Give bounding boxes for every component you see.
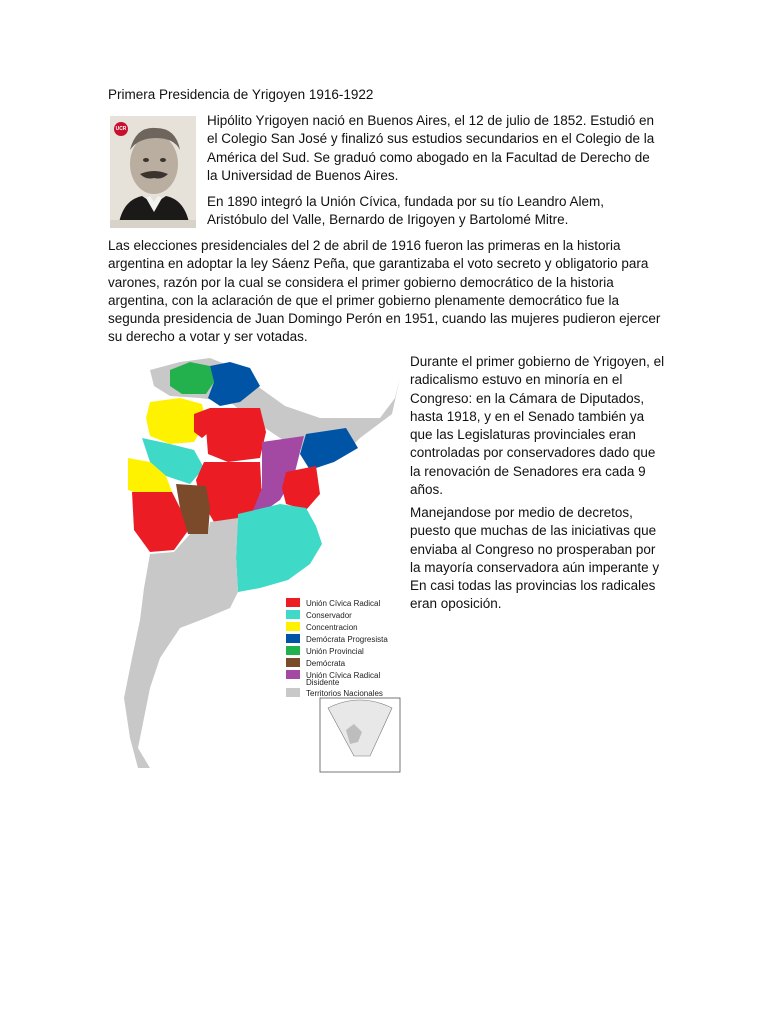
paragraph-elections: Las elecciones presidenciales del 2 de abril de 1916 fueron las primeras en la historia argentina en adoptar la ley Sáenz Peña, que garantizaba el voto secreto y obligatorio para varones, razón por la cual se considera el primer gobierno democrático de la historia argentina, con la aclaración de que el primer gobierno plenamente democrático fue la segunda presidencia de Juan Domingo Perón en 1951, cuando las mujeres pudieron ejercer su derecho a votar y ser votadas. (108, 238, 661, 345)
legend-item (286, 598, 380, 608)
legend-swatch (286, 634, 300, 643)
legend-label-line2: Disidente (306, 678, 340, 687)
legend-swatch (286, 658, 300, 667)
legend-swatch (286, 610, 300, 619)
legend-swatch (286, 598, 300, 607)
ucr-badge: UCR (114, 122, 128, 136)
page-title: Primera Presidencia de Yrigoyen 1916-1922 (108, 87, 374, 102)
legend-item (286, 646, 364, 656)
legend-swatch (286, 622, 300, 631)
paragraph-biography: Hipólito Yrigoyen nació en Buenos Aires, el 12 de julio de 1852. Estudió en el Colegio San José y finalizó sus estudios secundarios en el Colegio de la América del Sud. Se graduó como abogado en la Facultad de Derecho de la Universidad de Buenos Aires. (207, 113, 655, 183)
region-buenos-aires (236, 504, 322, 592)
legend-item (286, 658, 346, 668)
legend-item (286, 622, 358, 632)
legend-swatch (286, 670, 300, 679)
portrait-photo (110, 116, 196, 228)
legend-label: Territorios Nacionales (306, 689, 383, 698)
legend-swatch (286, 688, 300, 697)
argentina-map (110, 358, 402, 776)
antarctic-inset (320, 698, 400, 772)
legend-label: Demócrata Progresista (306, 635, 388, 644)
legend-item (286, 610, 352, 620)
map-svg (110, 358, 402, 776)
legend-item (286, 670, 380, 687)
region-santiago (206, 408, 266, 462)
legend-label: Unión Cívica Radical (306, 599, 381, 608)
map-legend (286, 598, 388, 698)
legend-label: Conservador (306, 611, 352, 620)
region-entre-rios (282, 466, 320, 510)
legend-item (286, 688, 383, 698)
legend-label: Unión Provincial (306, 647, 364, 656)
region-patagonia (124, 518, 238, 768)
legend-label: Concentracion (306, 623, 358, 632)
paragraph-decrees: Manejandose por medio de decretos, puesto que muchas de las iniciativas que enviaba al Congreso no prosperaban por la mayoría conservadora aún imperante y En casi todas las provincias los radicales eran oposición. (410, 505, 660, 612)
paragraph-union-civica: En 1890 integró la Unión Cívica, fundada por su tío Leandro Alem, Aristóbulo del Valle, Bernardo de Irigoyen y Bartolomé Mitre. (207, 194, 605, 228)
region-corrientes (300, 428, 358, 470)
legend-label: Unión Cívica Radical (306, 671, 381, 680)
legend-swatch (286, 646, 300, 655)
paragraph-congress: Durante el primer gobierno de Yrigoyen, el radicalismo estuvo en minoría en el Congreso: en la Cámara de Diputados, hasta 1918, y en el Senado también ya que las Legislaturas provinciales eran controladas por conservadores dado que la renovación de Senadores era cada 9 años. (410, 354, 665, 498)
legend-label: Demócrata (306, 659, 346, 668)
legend-item (286, 634, 388, 644)
